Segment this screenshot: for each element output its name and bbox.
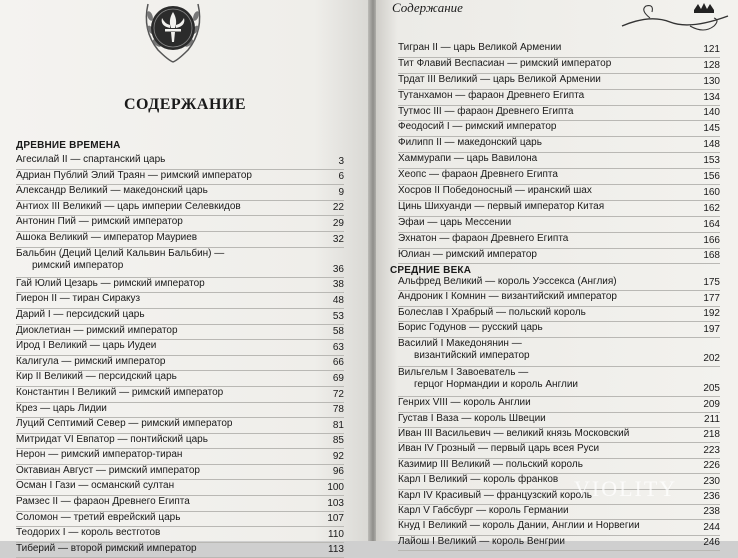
toc-entry bbox=[16, 248, 344, 278]
toc-entry-page-number: 236 bbox=[703, 490, 720, 502]
toc-entry bbox=[16, 512, 344, 528]
toc-entry bbox=[398, 58, 720, 74]
toc-entry-title: Эфаи — царь Мессении bbox=[398, 216, 512, 228]
toc-entry bbox=[398, 185, 720, 201]
toc-entry-title: Теодорих I — король вестготов bbox=[16, 527, 161, 539]
toc-entry-title: Соломон — третий еврейский царь bbox=[16, 511, 181, 523]
toc-entry-page-number: 66 bbox=[332, 357, 344, 369]
toc-entry-page-number: 96 bbox=[332, 466, 344, 478]
toc-entry-title: Хеопс — фараон Древнего Египта bbox=[398, 169, 558, 181]
toc-entry bbox=[398, 307, 720, 322]
fleur-de-lis-emblem-icon bbox=[138, 0, 208, 66]
toc-entry-title: Цинь Шихуанди — первый император Китая bbox=[398, 200, 605, 212]
toc-list-ancient bbox=[16, 154, 344, 558]
toc-entry bbox=[16, 278, 344, 294]
toc-entry-page-number: 140 bbox=[703, 107, 720, 119]
toc-entry bbox=[16, 465, 344, 481]
toc-entry-page-number: 202 bbox=[703, 353, 720, 365]
toc-entry bbox=[398, 322, 720, 337]
toc-entry-title: Кнуд I Великий — король Дании, Англии и Норвегии bbox=[398, 520, 640, 532]
toc-entry-page-number: 166 bbox=[703, 234, 720, 246]
toc-entry bbox=[16, 356, 344, 372]
toc-entry bbox=[16, 340, 344, 356]
toc-entry bbox=[398, 249, 720, 265]
toc-entry-title: Борис Годунов — русский царь bbox=[398, 322, 543, 334]
toc-entry-page-number: 92 bbox=[332, 450, 344, 462]
toc-entry-page-number: 211 bbox=[704, 413, 720, 425]
toc-entry bbox=[16, 527, 344, 543]
page-title: СОДЕРЖАНИЕ bbox=[123, 96, 247, 113]
toc-entry-title: Митридат VI Евпатор — понтийский царь bbox=[16, 433, 208, 445]
toc-entry-page-number: 226 bbox=[703, 460, 720, 472]
toc-entry bbox=[398, 413, 720, 428]
toc-entry bbox=[398, 291, 720, 306]
right-page bbox=[376, 0, 738, 549]
toc-entry-title: Карл IV Красивый — французский король bbox=[398, 489, 593, 501]
toc-entry-title: Адриан Публий Элий Траян — римский император bbox=[16, 169, 252, 181]
toc-entry-page-number: 164 bbox=[703, 218, 720, 230]
toc-entry-page-number: 81 bbox=[332, 419, 344, 431]
toc-entry-page-number: 209 bbox=[703, 398, 720, 410]
toc-entry bbox=[398, 137, 720, 153]
toc-entry-title: Агесилай II — спартанский царь bbox=[16, 154, 166, 165]
toc-entry-title: Альфред Великий — король Уэссекса (Англия) bbox=[398, 276, 617, 287]
toc-entry-page-number: 113 bbox=[328, 544, 344, 556]
toc-entry-page-number: 32 bbox=[332, 233, 344, 245]
toc-entry-page-number: 162 bbox=[703, 202, 720, 214]
toc-entry bbox=[16, 387, 344, 403]
toc-entry-title: Андроник I Комнин — византийский император bbox=[398, 291, 617, 303]
toc-entry bbox=[398, 443, 720, 458]
toc-entry-page-number: 63 bbox=[332, 341, 344, 353]
toc-entry-page-number: 148 bbox=[703, 139, 720, 151]
toc-entry bbox=[16, 543, 344, 558]
toc-entry-title: Юлиан — римский император bbox=[398, 248, 537, 260]
toc-entry-page-number: 134 bbox=[703, 91, 720, 103]
toc-entry bbox=[16, 232, 344, 248]
toc-entry-title: Тутмос III — фараон Древнего Египта bbox=[398, 105, 574, 117]
toc-entry-title: Диоклетиан — римский император bbox=[16, 324, 178, 336]
toc-entry bbox=[16, 403, 344, 419]
toc-entry-page-number: 38 bbox=[332, 279, 344, 291]
toc-entry-page-number: 85 bbox=[332, 435, 344, 447]
toc-entry bbox=[398, 90, 720, 106]
toc-entry-title: Казимир III Великий — польский король bbox=[398, 458, 583, 470]
toc-entry-page-number: 223 bbox=[703, 444, 720, 456]
toc-entry-title: Кир II Великий — персидский царь bbox=[16, 371, 177, 383]
toc-entry-title: Константин I Великий — римский император bbox=[16, 386, 224, 398]
toc-entry-page-number: 3 bbox=[338, 155, 344, 167]
toc-entry-title: Хосров II Победоносный — иранский шах bbox=[398, 185, 592, 197]
toc-entry bbox=[16, 293, 344, 309]
toc-entry-page-number: 22 bbox=[332, 202, 344, 214]
toc-entry-page-number: 110 bbox=[328, 528, 344, 540]
toc-entry bbox=[398, 169, 720, 185]
toc-entry-page-number: 9 bbox=[338, 186, 344, 198]
toc-entry-title: Александр Великий — македонский царь bbox=[16, 185, 208, 197]
toc-entry-page-number: 246 bbox=[703, 537, 720, 549]
toc-entry-title: Калигула — римский император bbox=[16, 355, 166, 367]
watermark: VIOLITY bbox=[574, 476, 678, 501]
toc-entry-title: Болеслав I Храбрый — польский король bbox=[398, 306, 586, 318]
toc-list-ancient-continued bbox=[398, 42, 720, 264]
toc-entry-page-number: 218 bbox=[703, 429, 720, 441]
toc-entry bbox=[16, 434, 344, 450]
toc-entry-title: Крез — царь Лидии bbox=[16, 402, 107, 414]
toc-entry-page-number: 130 bbox=[703, 75, 720, 87]
toc-entry-title: Нерон — римский император-тиран bbox=[16, 449, 183, 461]
toc-entry-page-number: 145 bbox=[703, 123, 720, 135]
toc-entry-page-number: 121 bbox=[703, 43, 720, 55]
toc-entry bbox=[398, 233, 720, 249]
toc-entry-page-number: 100 bbox=[327, 482, 344, 494]
toc-entry bbox=[398, 106, 720, 122]
toc-entry-title: Иван IV Грозный — первый царь всея Руси bbox=[398, 443, 600, 455]
toc-entry-title: Луций Септимий Север — римский император bbox=[16, 418, 233, 430]
toc-entry bbox=[398, 153, 720, 169]
toc-entry-page-number: 103 bbox=[327, 497, 344, 509]
toc-entry-title: Тигран II — царь Великой Армении bbox=[398, 42, 562, 53]
toc-entry-title: Вильгельм I Завоеватель — bbox=[398, 367, 529, 379]
toc-entry bbox=[398, 217, 720, 233]
toc-entry-page-number: 48 bbox=[332, 294, 344, 306]
toc-entry-page-number: 53 bbox=[332, 310, 344, 322]
toc-entry-page-number: 244 bbox=[703, 521, 720, 533]
toc-entry-title: Эхнатон — фараон Древнего Египта bbox=[398, 232, 569, 244]
toc-entry-title: Хаммурапи — царь Вавилона bbox=[398, 153, 538, 165]
toc-entry bbox=[16, 325, 344, 341]
toc-entry-page-number: 168 bbox=[703, 250, 720, 262]
toc-entry-page-number: 78 bbox=[332, 404, 344, 416]
toc-entry bbox=[16, 154, 344, 170]
toc-entry bbox=[16, 371, 344, 387]
toc-entry-title-continued: византийский император bbox=[414, 349, 530, 361]
toc-entry bbox=[16, 170, 344, 186]
toc-entry bbox=[398, 42, 720, 58]
toc-entry-title: Иван III Васильевич — великий князь Московский bbox=[398, 427, 630, 439]
toc-entry-title: Антиох III Великий — царь империи Селевкидов bbox=[16, 200, 241, 212]
toc-entry-title: Густав I Ваза — король Швеции bbox=[398, 412, 546, 424]
toc-entry-title: Гай Юлий Цезарь — римский император bbox=[16, 277, 205, 289]
toc-entry bbox=[16, 418, 344, 434]
toc-entry-title: Октавиан Август — римский император bbox=[16, 464, 200, 476]
toc-entry-page-number: 69 bbox=[332, 372, 344, 384]
toc-entry bbox=[398, 428, 720, 443]
toc-entry-page-number: 6 bbox=[338, 171, 344, 183]
toc-entry bbox=[398, 201, 720, 217]
toc-entry-title-continued: герцог Нормандии и король Англии bbox=[414, 379, 579, 391]
toc-entry-page-number: 197 bbox=[703, 323, 720, 335]
toc-entry-title: Генрих VIII — король Англии bbox=[398, 397, 531, 409]
toc-entry-title: Ашока Великий — император Мауриев bbox=[16, 231, 198, 243]
toc-entry bbox=[398, 459, 720, 474]
toc-entry bbox=[398, 520, 720, 535]
toc-entry bbox=[398, 536, 720, 551]
toc-entry-title: Рамзес II — фараон Древнего Египта bbox=[16, 496, 190, 508]
toc-entry-page-number: 128 bbox=[703, 59, 720, 71]
toc-entry bbox=[16, 201, 344, 217]
toc-entry-title-continued: римский император bbox=[32, 259, 124, 271]
toc-entry-page-number: 175 bbox=[703, 277, 720, 289]
toc-entry-title: Василий I Македонянин — bbox=[398, 337, 522, 349]
toc-entry bbox=[16, 496, 344, 512]
toc-entry bbox=[16, 309, 344, 325]
running-head: Содержание bbox=[392, 0, 463, 15]
toc-entry-page-number: 29 bbox=[332, 217, 344, 229]
toc-entry-page-number: 153 bbox=[703, 155, 720, 167]
crown-ornament-icon bbox=[620, 0, 730, 36]
toc-entry-page-number: 238 bbox=[703, 506, 720, 518]
toc-entry bbox=[16, 216, 344, 232]
toc-entry-title: Гиерон II — тиран Сиракуз bbox=[16, 293, 141, 305]
toc-entry-page-number: 192 bbox=[703, 308, 720, 320]
toc-entry bbox=[398, 74, 720, 90]
toc-entry-title: Бальбин (Деций Целий Кальвин Бальбин) — bbox=[16, 247, 225, 259]
toc-entry-page-number: 230 bbox=[703, 475, 720, 487]
toc-entry-title: Трдат III Великий — царь Великой Армении bbox=[398, 73, 601, 85]
toc-entry-title: Лайош I Великий — король Венгрии bbox=[398, 535, 565, 547]
toc-entry-page-number: 205 bbox=[703, 383, 720, 395]
toc-entry-title: Тит Флавий Веспасиан — римский император bbox=[398, 57, 612, 69]
toc-entry bbox=[398, 338, 720, 368]
toc-list-middle-ages bbox=[398, 276, 720, 551]
toc-entry bbox=[398, 367, 720, 397]
toc-entry-title: Тутанхамон — фараон Древнего Египта bbox=[398, 89, 585, 101]
toc-entry-title: Карл I Великий — король франков bbox=[398, 474, 559, 486]
toc-entry-title: Дарий I — персидский царь bbox=[16, 308, 145, 320]
toc-entry-title: Тиберий — второй римский император bbox=[16, 542, 197, 554]
toc-entry-title: Осман I Гази — османский султан bbox=[16, 480, 175, 492]
toc-entry-page-number: 177 bbox=[703, 292, 720, 304]
toc-entry-page-number: 36 bbox=[332, 263, 344, 275]
toc-entry bbox=[16, 480, 344, 496]
toc-entry-title: Ирод I Великий — царь Иудеи bbox=[16, 340, 157, 352]
toc-entry bbox=[398, 276, 720, 291]
toc-entry bbox=[398, 397, 720, 412]
toc-entry-page-number: 156 bbox=[703, 171, 720, 183]
toc-entry-page-number: 58 bbox=[332, 326, 344, 338]
toc-entry-title: Филипп II — македонский царь bbox=[398, 137, 542, 149]
toc-entry-title: Антонин Пий — римский император bbox=[16, 216, 183, 228]
toc-entry bbox=[16, 449, 344, 465]
toc-entry bbox=[398, 505, 720, 520]
toc-entry bbox=[16, 185, 344, 201]
section-heading-ancient: ДРЕВНИЕ ВРЕМЕНА bbox=[16, 140, 121, 151]
toc-entry bbox=[398, 121, 720, 137]
toc-entry-title: Карл V Габсбург — король Германии bbox=[398, 504, 569, 516]
section-heading-middle-ages: СРЕДНИЕ ВЕКА bbox=[390, 265, 472, 276]
toc-entry-page-number: 160 bbox=[703, 186, 720, 198]
left-page bbox=[0, 0, 370, 556]
toc-entry-page-number: 72 bbox=[332, 388, 344, 400]
toc-entry-page-number: 107 bbox=[327, 513, 344, 525]
toc-entry-title: Феодосий I — римский император bbox=[398, 121, 557, 133]
